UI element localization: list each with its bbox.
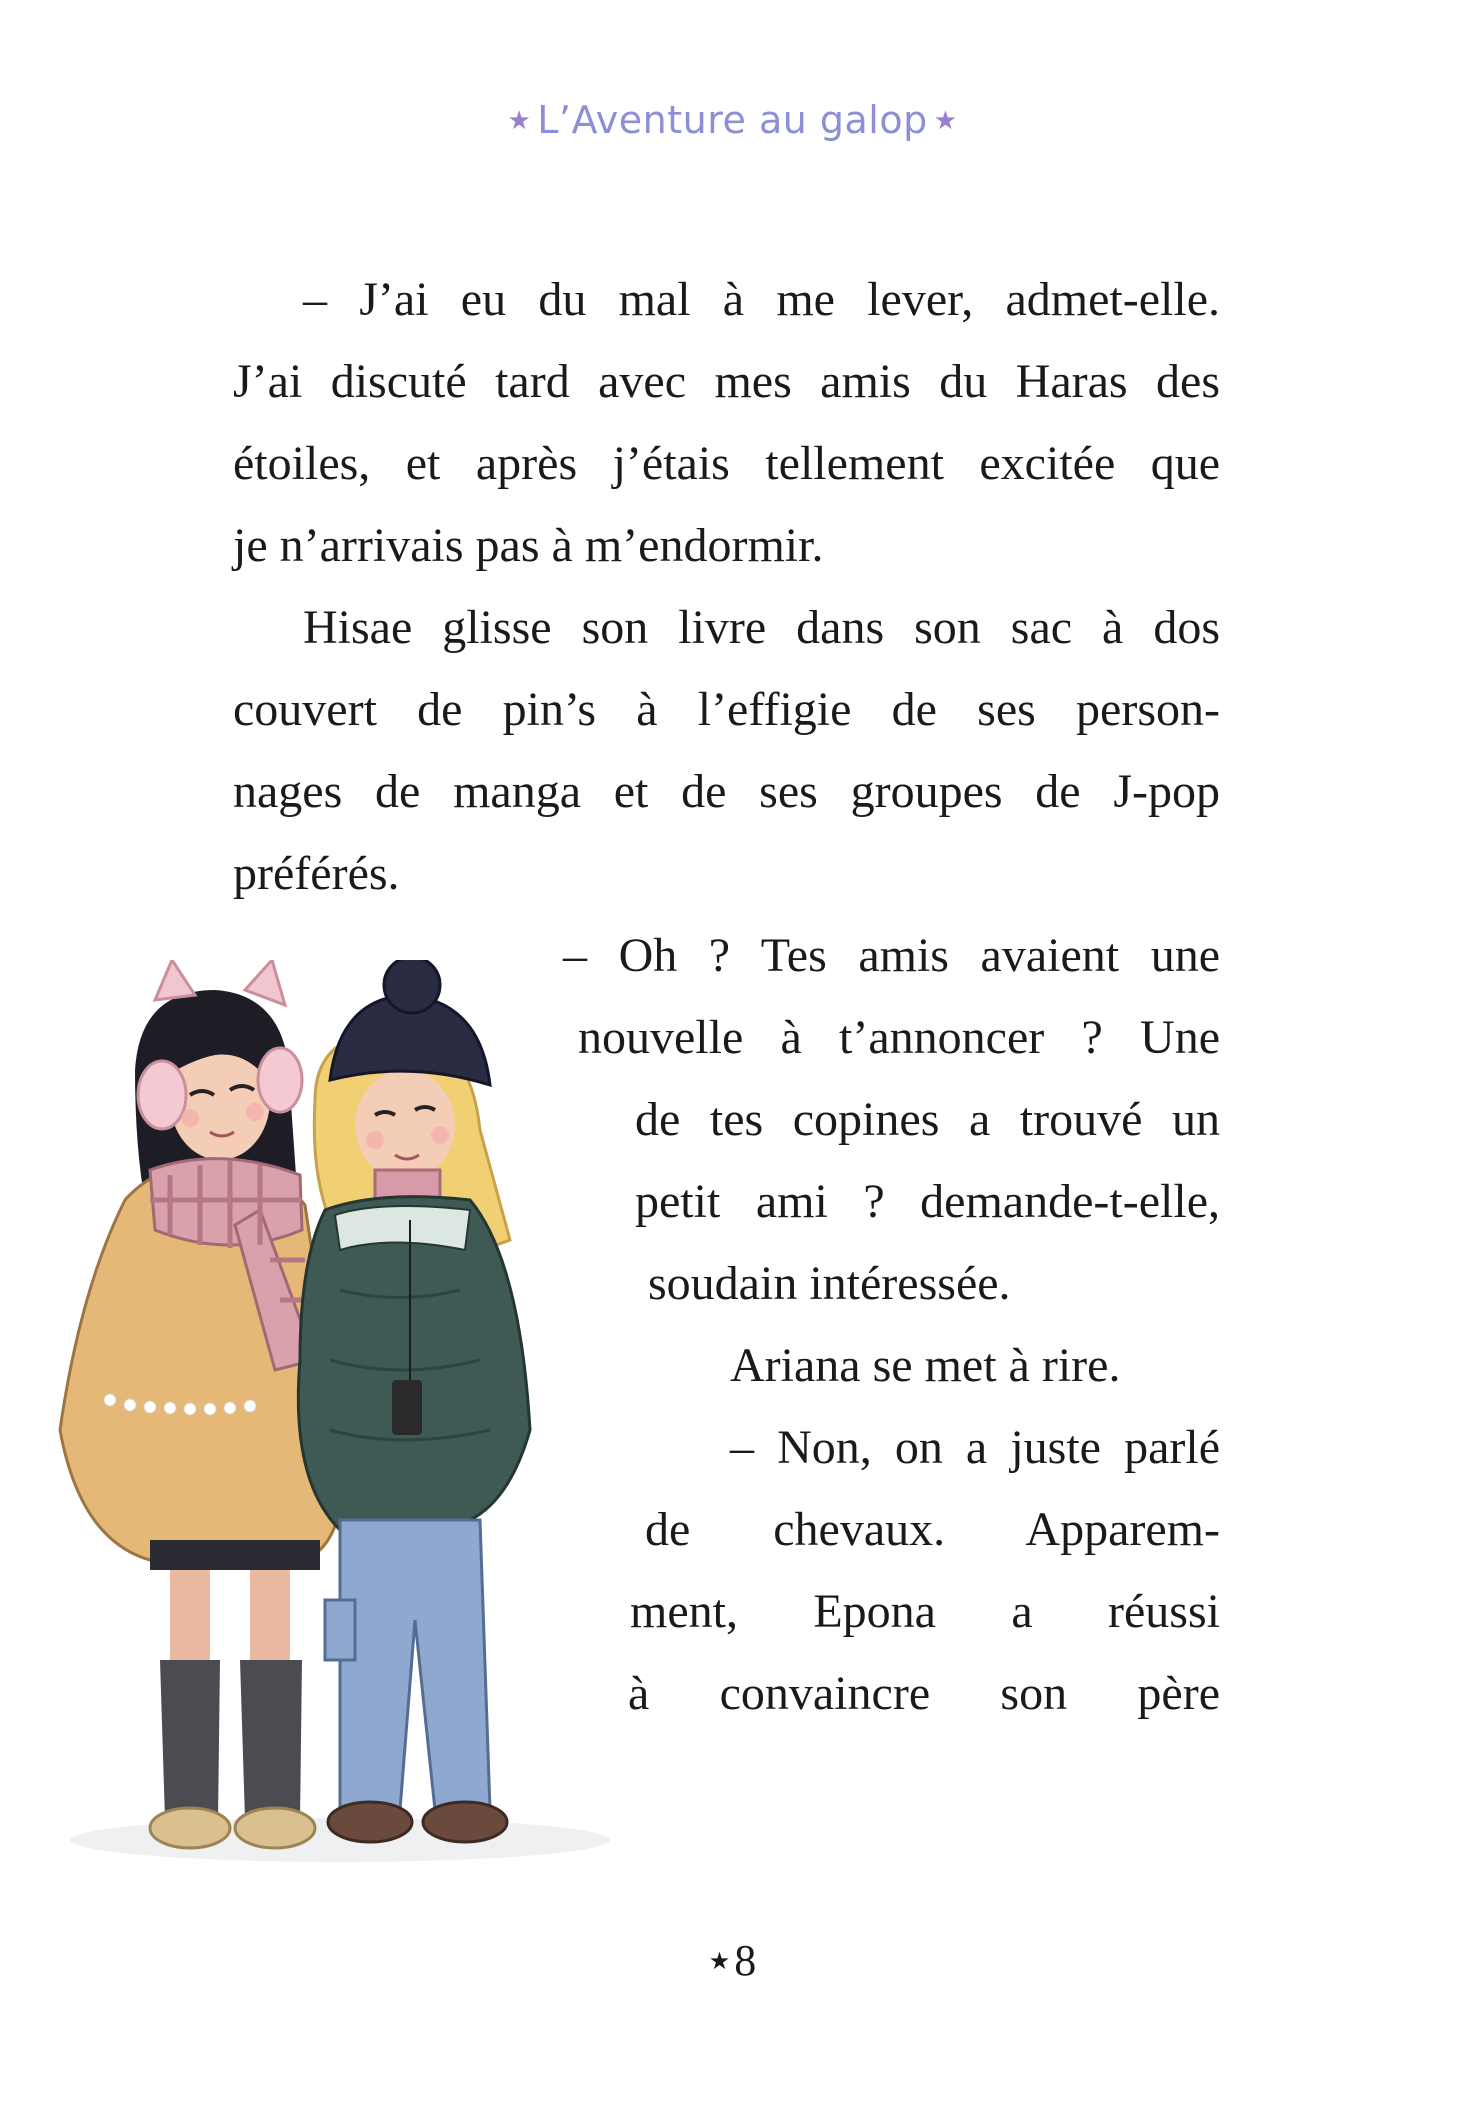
text-line: de chevaux. Apparem- bbox=[645, 1503, 1220, 1556]
text-line: nouvelle à t’annoncer ? Une bbox=[578, 1011, 1220, 1064]
text-line: couvert de pin’s à l’effigie de ses person- bbox=[233, 683, 1220, 736]
text-line: ment, Epona a réussi bbox=[630, 1585, 1220, 1638]
text-line: préférés. bbox=[233, 847, 400, 900]
text-line: nages de manga et de ses groupes de J-pop bbox=[233, 765, 1220, 818]
page-number: 8 bbox=[734, 1936, 757, 1985]
text-line: petit ami ? demande-t-elle, bbox=[635, 1175, 1220, 1228]
text-line: – Oh ? Tes amis avaient une bbox=[563, 929, 1220, 982]
text-line: – J’ai eu du mal à me lever, admet-elle. bbox=[303, 273, 1220, 326]
two-girls-illustration bbox=[40, 960, 620, 1890]
text-line: à convaincre son père bbox=[628, 1667, 1220, 1720]
text-line: J’ai discuté tard avec mes amis du Haras des bbox=[233, 355, 1220, 408]
text-line: Ariana se met à rire. bbox=[730, 1339, 1121, 1392]
text-line: soudain intéressée. bbox=[648, 1257, 1011, 1310]
text-line: Hisae glisse son livre dans son sac à dos bbox=[303, 601, 1220, 654]
star-icon: ★ bbox=[933, 106, 958, 136]
text-line: je n’arrivais pas à m’endormir. bbox=[233, 519, 824, 572]
page-footer bbox=[0, 1935, 1465, 1986]
star-icon: ★ bbox=[507, 106, 532, 136]
running-head bbox=[0, 98, 1465, 142]
book-title: L’Aventure au galop bbox=[537, 98, 928, 142]
text-line: – Non, on a juste parlé bbox=[730, 1421, 1220, 1474]
text-line: étoiles, et après j’étais tellement excitée que bbox=[233, 437, 1220, 490]
text-line: de tes copines a trouvé un bbox=[635, 1093, 1220, 1146]
star-icon: ★ bbox=[708, 1949, 731, 1975]
